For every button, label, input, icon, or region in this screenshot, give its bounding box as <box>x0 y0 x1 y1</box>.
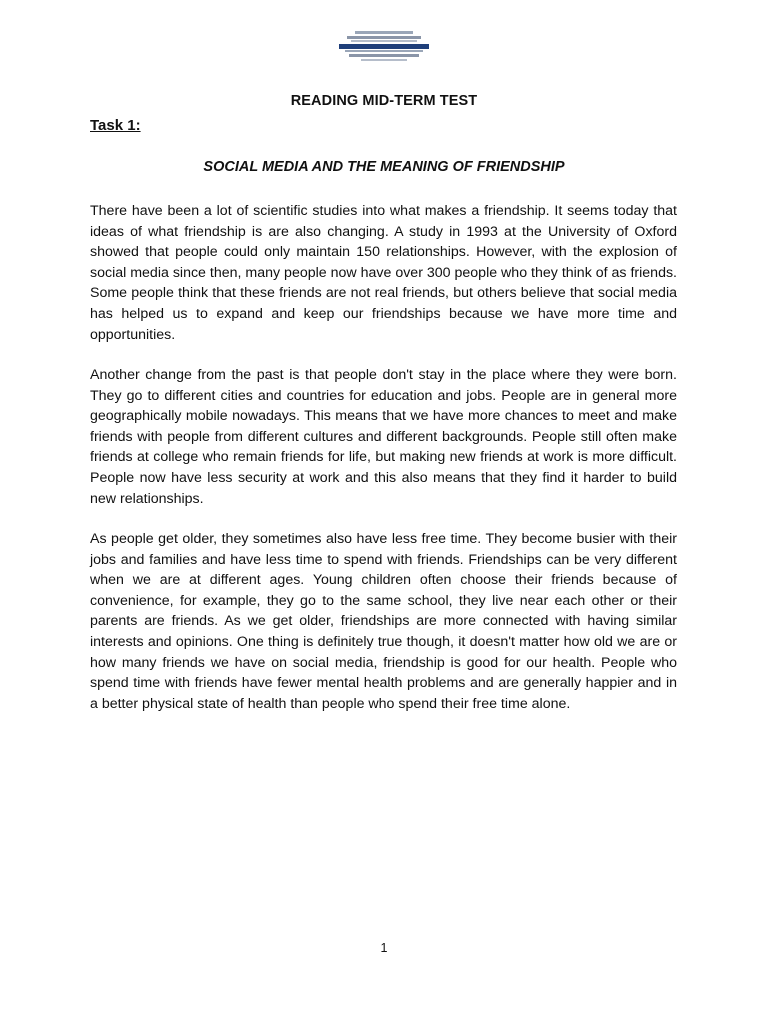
school-logo <box>335 30 433 64</box>
paragraph-2: Another change from the past is that people don't stay in the place where they were born. They go to different cities and countries for education and jobs. People are in general more geographically mobile nowadays. This means that we have more chances to meet and make friends with people from different cultures and different backgrounds. People still often make friends at college who remain friends for life, but making new friends at work is more difficult. People now have less security at work and this also means that they find it harder to build new relationships. <box>90 367 677 507</box>
article-title: SOCIAL MEDIA AND THE MEANING OF FRIENDSHIP <box>203 159 565 175</box>
paragraph-3: As people get older, they sometimes also have less free time. They become busier with their jobs and families and have less time to spend with friends. Friendships can be very different when we are at different ages. Young children often choose their friends because of convenience, for example, they go to the same school, they live near each other or their parents are friends. As we get older, friendships are more connected with having similar interests and opinions. One thing is definitely true though, it doesn't matter how old we are or how many friends we have on social media, friendship is good for our health. People who spend time with friends have fewer mental health problems and are generally happier and in a better physical state of health than people who spend their free time alone. <box>90 531 677 712</box>
page-number: 1 <box>380 941 388 955</box>
document-title: READING MID-TERM TEST <box>290 93 478 109</box>
task-label: Task 1: <box>90 117 141 134</box>
paragraph-1: There have been a lot of scientific studies into what makes a friendship. It seems today that ideas of what friendship is are also changing. A study in 1993 at the University of Oxford showed that people could only maintain 150 relationships. However, with the explosion of social media since then, many people now have over 300 people who they think of as friends. Some people think that these friends are not real friends, but others believe that social media has helped us to expand and keep our friendships because we have more time and opportunities. <box>90 203 677 343</box>
